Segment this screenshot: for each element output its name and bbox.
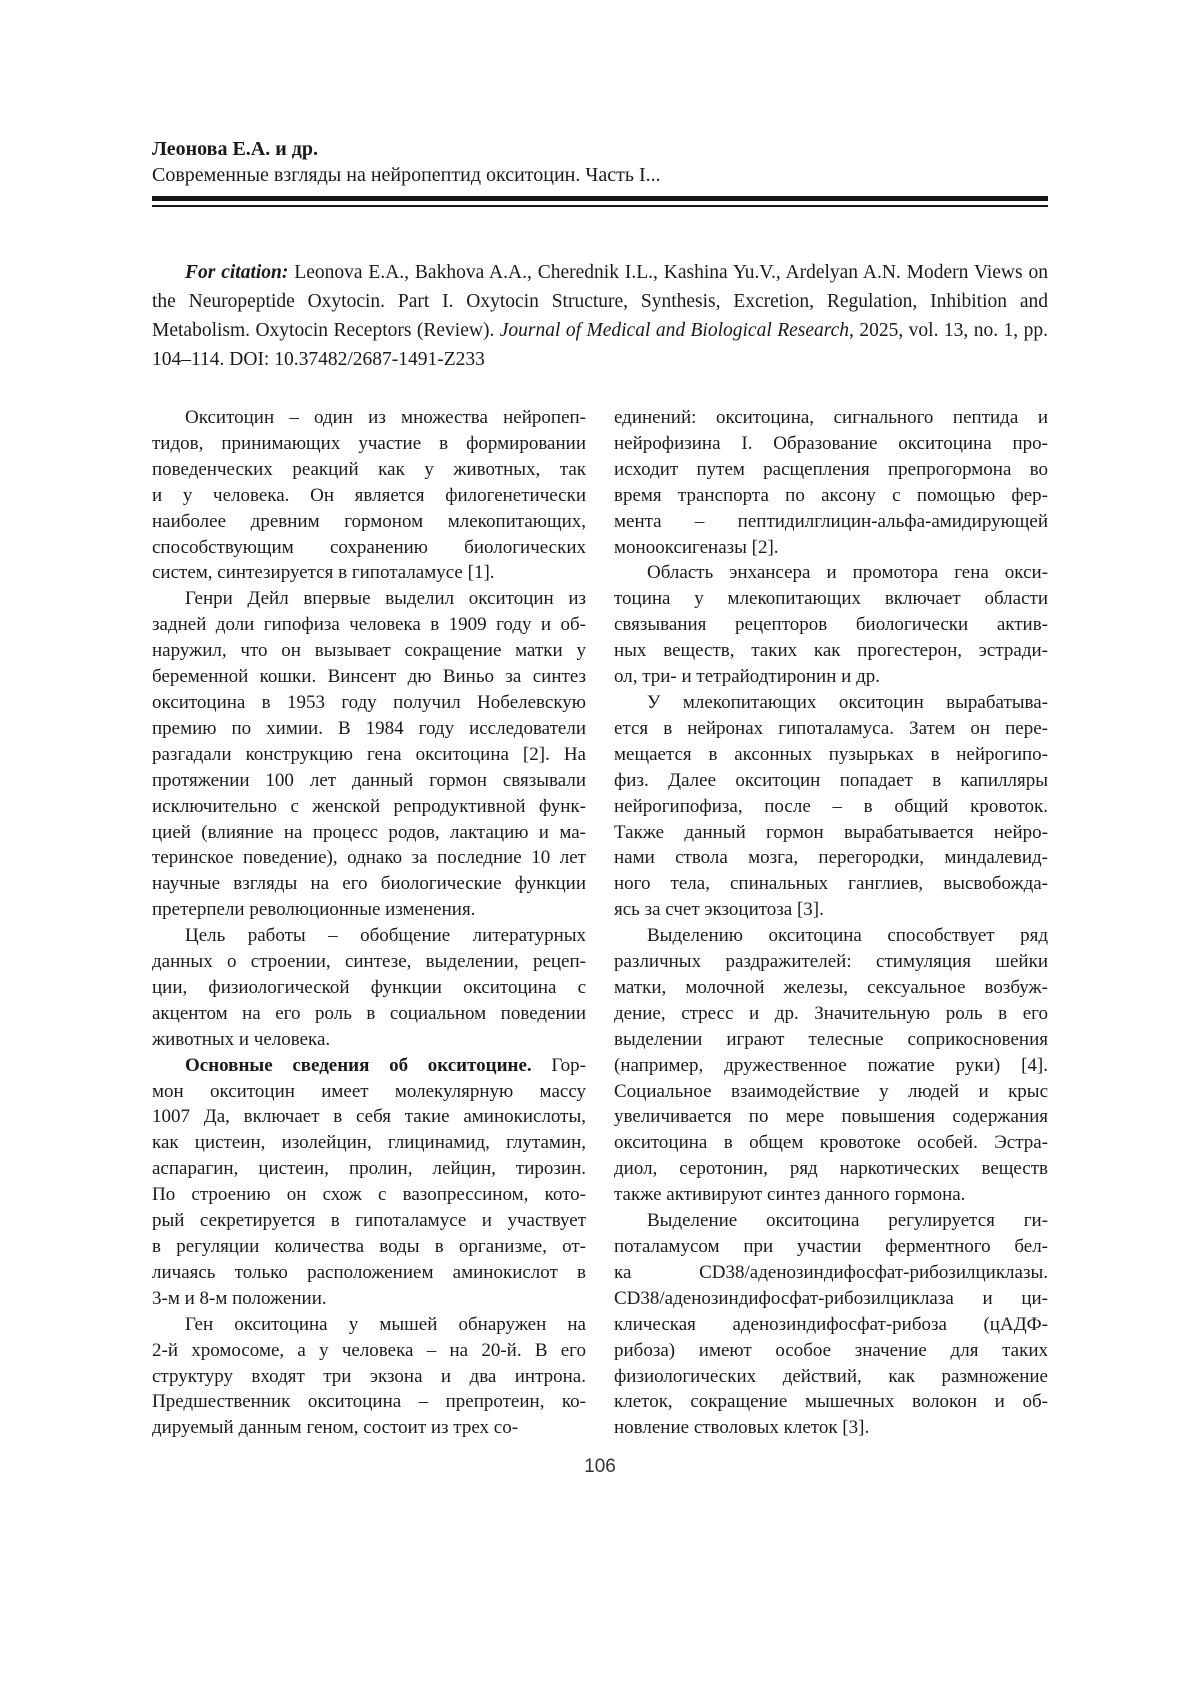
text-line: физиологических действий, как размножение xyxy=(614,1365,1048,1387)
text-line: По строению он схож с вазопрессином, кото- xyxy=(152,1184,586,1206)
text-line: рибоза) имеют особое значение для таких xyxy=(614,1339,1048,1361)
text-line: акцентом на его роль в социальном поведении xyxy=(152,1002,586,1024)
citation-journal-name: Journal of Medical and Biological Research xyxy=(499,320,850,341)
text-line: личаясь только расположением аминокислот в xyxy=(152,1261,586,1283)
left-column xyxy=(152,405,586,1441)
text-line: данных о строении, синтезе, выделении, рецеп- xyxy=(152,951,586,973)
text-line: систем, синтезируется в гипоталамусе [1]. xyxy=(152,562,495,584)
text-line: мента – пептидилглицин-альфа-амидирующей xyxy=(614,510,1048,532)
text-line: цией (влияние на процесс родов, лактацию и ма- xyxy=(152,821,586,843)
text-line: монооксигеназы [2]. xyxy=(614,536,779,558)
page-number: 106 xyxy=(584,1456,616,1478)
text-line: животных и человека. xyxy=(152,1028,331,1050)
text-line: научные взгляды на его биологические функции xyxy=(152,873,586,895)
text-line: ется в нейронах гипоталамуса. Затем он пере- xyxy=(614,717,1048,739)
paragraph xyxy=(152,586,586,923)
text-line: увеличивается по мере повышения содержания xyxy=(614,1106,1048,1128)
text-line: (например, дружественное пожатие руки) [4]. xyxy=(614,1054,1048,1076)
paragraph xyxy=(614,560,1048,690)
text-line: 2-й хромосоме, а у человека – на 20-й. В его xyxy=(152,1339,586,1361)
text-line: Также данный гормон вырабатывается нейро- xyxy=(614,821,1048,843)
right-column xyxy=(614,405,1048,1441)
paragraph xyxy=(614,690,1048,923)
text-line: выделении играют телесные соприкосновения xyxy=(614,1028,1048,1050)
text-line: Выделению окситоцина способствует ряд xyxy=(647,925,1048,947)
text-line: также активируют синтез данного гормона. xyxy=(614,1184,966,1206)
text-line: окситоцина в общем кровотоке особей. Эстра- xyxy=(614,1132,1048,1154)
text-line: окситоцина в 1953 году получил Нобелевскую xyxy=(152,691,586,713)
text-line: структуру входят три экзона и два интрона. xyxy=(152,1365,586,1387)
text-line: Выделение окситоцина регулируется ги- xyxy=(647,1210,1048,1232)
running-header-title: Современные взгляды на нейропептид окситоцин. Часть I... xyxy=(152,164,661,186)
text-line: единений: окситоцина, сигнального пептида и xyxy=(614,407,1048,428)
text-line: беременной кошки. Винсент дю Виньо за синтез xyxy=(152,666,586,688)
text-line: исключительно с женской репродуктивной функ- xyxy=(152,795,586,817)
running-header xyxy=(152,136,1048,207)
text-line: тоцина у млекопитающих включает области xyxy=(614,588,1048,610)
text-line: матки, молочной железы, сексуальное возбуж- xyxy=(614,976,1048,998)
text-line: Цель работы – обобщение литературных xyxy=(185,925,586,947)
text-line: премию по химии. В 1984 году исследователи xyxy=(152,717,586,739)
text-line: Предшественник окситоцина – препротеин, ко- xyxy=(152,1391,586,1413)
text-line: Социальное взаимодействие у людей и крыс xyxy=(614,1080,1048,1102)
text-line: и у человека. Он является филогенетически xyxy=(152,484,586,506)
paragraph xyxy=(152,923,586,1053)
text-line: как цистеин, изолейцин, глицинамид, глутамин, xyxy=(152,1132,586,1154)
citation-block xyxy=(152,258,1048,374)
text-line: мон окситоцин имеет молекулярную массу xyxy=(152,1080,586,1102)
paragraph xyxy=(614,923,1048,1208)
text-line: дение, стресс и др. Значительную роль в его xyxy=(614,1002,1048,1024)
paragraph xyxy=(152,405,586,586)
text-line: поталамусом при участии ферментного бел- xyxy=(614,1236,1048,1257)
text-line: нейрогипофиза, после – в общий кровоток. xyxy=(614,795,1048,817)
text-line: ции, физиологической функции окситоцина с xyxy=(152,976,586,998)
text-line: ных веществ, таких как прогестерон, эстради- xyxy=(614,640,1048,662)
text-line: поведенческих реакций как у животных, так xyxy=(152,458,586,480)
text-line: Генри Дейл впервые выделил окситоцин из xyxy=(185,588,586,610)
text-line: время транспорта по аксону с помощью фер- xyxy=(614,484,1048,506)
text-line: задней доли гипофиза человека в 1909 году и об- xyxy=(152,614,586,636)
running-header-authors: Леонова Е.А. и др. xyxy=(152,138,319,160)
paragraph xyxy=(614,405,1048,560)
text-line: Область энхансера и промотора гена окси- xyxy=(647,562,1048,584)
text-line: ол, три- и тетрайодтиронин и др. xyxy=(614,666,880,688)
text-line: диол, серотонин, ряд наркотических веществ xyxy=(614,1158,1048,1180)
text-line: клеток, сокращение мышечных волокон и об- xyxy=(614,1391,1048,1413)
text-line: клическая аденозиндифосфат-рибоза (цАДФ- xyxy=(614,1313,1048,1335)
text-line: физ. Далее окситоцин попадает в капилляры xyxy=(614,769,1048,791)
text-line: мещается в аксонных пузырьках в нейрогипо- xyxy=(614,743,1048,765)
text-line: ка CD38/аденозиндифосфат-рибозилциклазы. xyxy=(614,1261,1048,1283)
text-line: нами ствола мозга, перегородки, миндалевид- xyxy=(614,847,1048,869)
text-line: исходит путем расщепления препрогормона во xyxy=(614,458,1048,480)
text-line: 1007 Да, включает в себя такие аминокислоты, xyxy=(152,1106,586,1128)
text-line: ного тела, спинальных ганглиев, высвобожда- xyxy=(614,873,1048,895)
text-line: наружил, что он вызывает сокращение матки у xyxy=(152,640,586,662)
text-line: CD38/аденозиндифосфат-рибозилциклаза и ци- xyxy=(614,1287,1048,1309)
text-line: разгадали конструкцию гена окситоцина [2]. На xyxy=(152,743,586,765)
two-column-body xyxy=(152,405,1048,1441)
header-divider-rule xyxy=(152,196,1048,207)
text-line: различных раздражителей: стимуляция шейки xyxy=(614,951,1048,973)
text-line: 3-м и 8-м положении. xyxy=(152,1287,327,1309)
citation-label: For citation: xyxy=(185,262,289,283)
text-line: протяжении 100 лет данный гормон связывали xyxy=(152,769,586,791)
text-line: способствующим сохранению биологических xyxy=(152,536,586,558)
citation-authors-text: Leonova E.A., Bakhova A.A., Cherednik I.L., Kashina Yu.V., Ardelyan A.N. Modern Views on the Neuropeptide Oxytocin. Part I. Oxytocin Structure, Synthesis, Excretion, Regulation, Inhibition and Metabolism. Oxytocin Receptors (Review). xyxy=(152,262,1048,341)
text-line: У млекопитающих окситоцин вырабатыва- xyxy=(647,691,1048,713)
text-line: наиболее древним гормоном млекопитающих, xyxy=(152,510,586,532)
text-line: Ген окситоцина у мышей обнаружен на xyxy=(185,1313,586,1335)
paragraph xyxy=(152,1312,586,1442)
paragraph xyxy=(152,1053,586,1312)
text-line: ясь за счет экзоцитоза [3]. xyxy=(614,899,824,921)
text-line: аспарагин, цистеин, пролин, лейцин, тирозин. xyxy=(152,1158,586,1180)
text-line: претерпели революционные изменения. xyxy=(152,899,476,921)
text-line: дируемый данным геном, состоит из трех со- xyxy=(152,1417,519,1439)
text-line: нейрофизина I. Образование окситоцина про- xyxy=(614,432,1048,454)
citation-tail-text: , 2025, vol. 13, no. 1, pp. 104–114. DOI: 10.37482/2687-1491-Z233 xyxy=(152,320,1048,370)
text-line: тидов, принимающих участие в формировании xyxy=(152,432,586,454)
text-line: рый секретируется в гипоталамусе и участвует xyxy=(152,1210,586,1232)
text-line: новление стволовых клеток [3]. xyxy=(614,1417,870,1439)
text-line: связывания рецепторов биологически актив- xyxy=(614,614,1048,636)
paragraph-lead-bold: Основные сведения об окситоцине. xyxy=(185,1054,532,1076)
text-line: теринское поведение), однако за последние 10 лет xyxy=(152,847,586,869)
paragraph xyxy=(614,1208,1048,1441)
text-line: Основные сведения об окситоцине. Гор- xyxy=(185,1054,586,1076)
text-line: в регуляции количества воды в организме, от- xyxy=(152,1236,586,1257)
text-line: Окситоцин – один из множества нейропеп- xyxy=(185,407,586,428)
